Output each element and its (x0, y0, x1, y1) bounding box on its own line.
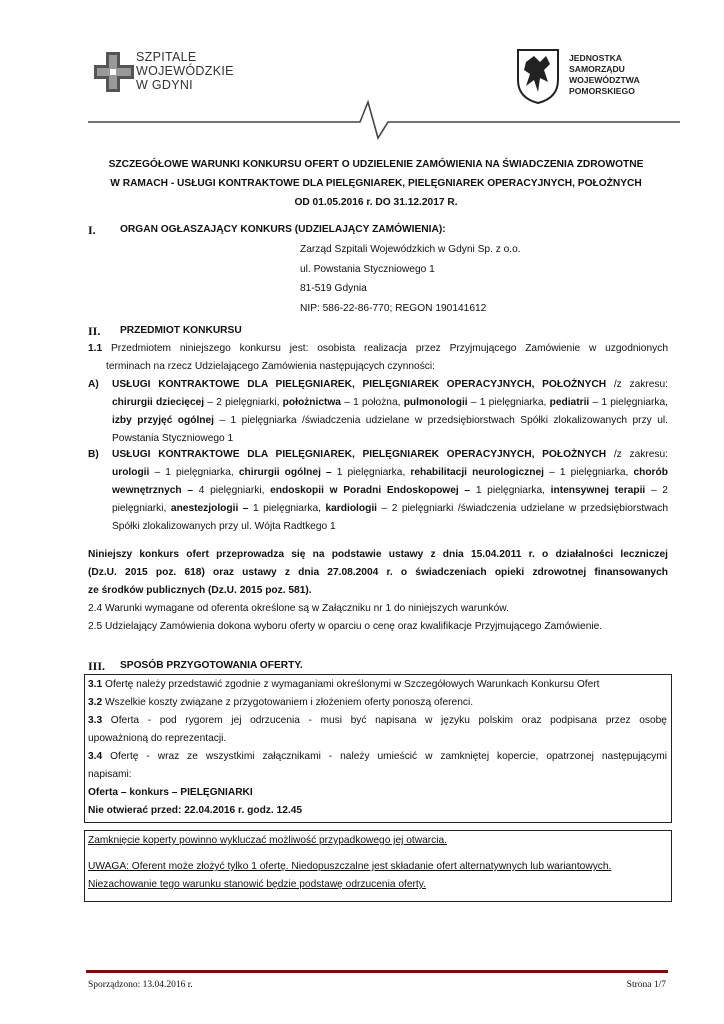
department-name: izby przyjęć ogólnej (112, 415, 215, 426)
staff-count: 4 pielęgniarki, (198, 485, 265, 496)
document-title (96, 155, 656, 212)
logo-line-2: WOJEWÓDZKIE (136, 64, 234, 78)
section-title: ORGAN OGŁASZAJĄCY KONKURS (UDZIELAJĄCY ZAMÓWIENIA): (120, 224, 446, 235)
paragraph-text: Oferta - pod rygorem jej odrzucenia - musi być napisana w języku polskim oraz podpisana przez osobę (110, 715, 667, 726)
department-name: pediatrii (549, 397, 590, 408)
paragraph-text: Przedmiotem niniejszego konkursu jest: osobista realizacja przez Przyjmującego Zamówienie w uzgodnionych (111, 343, 668, 354)
footer-date: Sporządzono: 13.04.2016 r. (88, 980, 193, 990)
staff-count: 1 pielęgniarka, (252, 503, 321, 514)
address-line: 81-519 Gdynia (300, 283, 367, 294)
department-name: endoskopii w Poradni Endoskopowej – (270, 485, 471, 496)
address-line: NIP: 586-22-86-770; REGON 190141612 (300, 302, 487, 314)
department-name: anestezjologii – (170, 503, 249, 514)
header-pulse-divider (88, 100, 680, 142)
logo-line-1: SZPITALE (136, 50, 197, 64)
location-text: ul. Powstania Styczniowego 1 (112, 415, 668, 444)
paragraph-3-3 (88, 712, 671, 748)
paragraph-number: 1.1 (88, 343, 103, 354)
item-label: B) (88, 449, 99, 460)
department-name: rehabilitacji neurologicznej (410, 467, 544, 478)
staff-count: pielęgniarki, (112, 503, 167, 514)
staff-count: – 1 pielęgniarka /świadczenia udzielane w przedsiębiorstwach Spółki zlokalizowanych przy (219, 415, 652, 426)
section-number: I. (88, 223, 96, 237)
staff-count: 1 pielęgniarka, (475, 485, 545, 496)
staff-count: – (154, 467, 161, 478)
item-heading: USŁUGI KONTRAKTOWE DLA PIELĘGNIAREK, PIELĘGNIAREK OPERACYJNYCH, POŁOŻNYCH (112, 449, 607, 460)
section-1-heading (88, 221, 446, 241)
item-heading: USŁUGI KONTRAKTOWE DLA PIELĘGNIAREK, PIELĘGNIAREK OPERACYJNYCH, POŁOŻNYCH (112, 379, 607, 390)
section-title: PRZEDMIOT KONKURSU (120, 325, 242, 336)
section-title: SPOSÓB PRZYGOTOWANIA OFERTY. (120, 660, 303, 671)
department-name: chirurgii ogólnej – (238, 467, 332, 478)
offer-preparation-box (84, 674, 672, 823)
griffin-crest-icon (516, 48, 560, 104)
envelope-label: Oferta – konkurs – PIELĘGNIARKI (88, 787, 253, 798)
address-line: Zarząd Szpitali Wojewódzkich w Gdyni Sp. z o.o. (300, 244, 521, 255)
paragraph-3-4 (88, 748, 671, 784)
notice-line: Zamknięcie koperty powinno wykluczać możliwość przypadkowego jej otwarcia. (88, 835, 447, 846)
organizer-address (300, 240, 521, 318)
staff-count: – 2 (650, 485, 668, 496)
notice-warning: UWAGA: Oferent może złożyć tylko 1 ofertę. Niedopuszczalne jest składanie ofert alternatywnych lub wariantowych. (88, 861, 612, 872)
section-number: III. (88, 659, 106, 673)
paragraph-2-4: 2.4 Warunki wymagane od oferenta określone są w Załączniku nr 1 do niniejszych warunków. (88, 603, 509, 614)
logo-line-2: SAMORZĄDU (569, 64, 625, 74)
section-2-heading (88, 322, 668, 342)
title-line-1: SZCZEGÓŁOWE WARUNKI KONKURSU OFERT O UDZIELENIE ZAMÓWIENIA NA ŚWIADCZENIA ZDROWOTNE (108, 159, 644, 170)
location-text: w przedsiębiorstwach Spółki zlokalizowanych przy ul. Wójta Radtkego 1 (112, 503, 668, 532)
hospital-logo (94, 46, 244, 100)
paragraph-2-5: 2.5 Udzielający Zamówienia dokona wyboru oferty w oparciu o cenę oraz kwalifikacje Przyjmującego Zamówienie. (88, 621, 603, 632)
hospital-cross-logo-icon (94, 50, 134, 94)
paragraph-number: 3.4 (88, 751, 103, 762)
paragraph-1-1 (88, 340, 668, 376)
staff-count: – 1 położna, (344, 397, 401, 408)
notice-line: Niezachowanie tego warunku stanowić będzie podstawę odrzucenia oferty. (88, 879, 426, 890)
do-not-open-note: Nie otwierać przed: 22.04.2016 r. godz. 12.45 (88, 805, 303, 816)
paragraph-3-2 (88, 694, 671, 712)
staff-count: – 1 pielęgniarka, (549, 467, 629, 478)
staff-count: – 1 pielęgniarka, (470, 397, 547, 408)
service-item-a (88, 376, 668, 448)
page-number: Strona 1/7 (626, 980, 666, 990)
paragraph-text: napisami: (88, 769, 132, 780)
scope-label: /z zakresu: (613, 379, 668, 390)
voivodeship-logo (516, 48, 666, 108)
paragraph-text: upoważnioną do reprezentacji. (88, 733, 227, 744)
staff-count: – 2 pielęgniarki, (207, 397, 280, 408)
staff-count: – 1 pielęgniarka, (592, 397, 668, 408)
paragraph-text: terminach na rzecz Udzielającego Zamówienia następujących czynności: (106, 361, 435, 372)
footer-divider (86, 970, 668, 973)
department-name: chorób wewnętrznych – (112, 467, 668, 496)
item-label: A) (88, 379, 99, 390)
department-name: pulmonologii (403, 397, 468, 408)
address-line: ul. Powstania Styczniowego 1 (300, 263, 435, 275)
department-name: położnictwa (282, 397, 341, 408)
department-name: urologii (112, 467, 150, 478)
scope-label: /z zakresu: (613, 449, 668, 460)
department-name: chirurgii dziecięcej (112, 397, 205, 408)
title-line-3: OD 01.05.2016 r. DO 31.12.2017 R. (294, 197, 458, 208)
logo-line-1: JEDNOSTKA (569, 53, 623, 63)
paragraph-number: 3.1 (88, 679, 103, 690)
department-name: kardiologii (325, 503, 377, 514)
logo-line-3: WOJEWÓDZTWA (569, 75, 640, 85)
paragraph-3-1 (88, 676, 671, 694)
logo-line-3: W GDYNI (136, 78, 193, 92)
paragraph-number: 3.3 (88, 715, 103, 726)
legal-line: (Dz.U. 2015 poz. 618) oraz ustawy z dnia 27.08.2004 r. o świadczeniach opieki zdrowotnej finansowanych (88, 567, 668, 578)
staff-count: 1 pielęgniarka, (336, 467, 406, 478)
department-name: intensywnej terapii (550, 485, 646, 496)
legal-line: Niniejszy konkurs ofert przeprowadza się na podstawie ustawy z dnia 15.04.2011 r. o działalności leczniczej (88, 549, 668, 560)
paragraph-text: Ofertę należy przedstawić zgodnie z wymaganiami określonymi w Szczegółowych Warunkach Konkursu Ofert (105, 679, 600, 690)
legal-basis (88, 546, 668, 600)
staff-count: – 2 pielęgniarki /świadczenia udzielane (381, 503, 565, 514)
paragraph-text: Wszelkie koszty związane z przygotowaniem i złożeniem oferty ponoszą oferenci. (105, 697, 474, 708)
section-number: II. (88, 324, 101, 338)
legal-line: ze środków publicznych (Dz.U. 2015 poz. 581). (88, 585, 312, 596)
logo-line-4: POMORSKIEGO (569, 86, 635, 96)
notice-box (84, 830, 672, 902)
paragraph-number: 3.2 (88, 697, 103, 708)
service-item-b (88, 446, 668, 536)
staff-count: 1 pielęgniarka, (165, 467, 234, 478)
paragraph-text: Ofertę - wraz ze wszystkimi załącznikami - należy umieścić w zamkniętej kopercie, opatrzonej następującymi (110, 751, 667, 762)
title-line-2: W RAMACH - USŁUGI KONTRAKTOWE DLA PIELĘGNIAREK, PIELĘGNIAREK OPERACYJNYCH, POŁOŻNYCH (110, 178, 642, 189)
